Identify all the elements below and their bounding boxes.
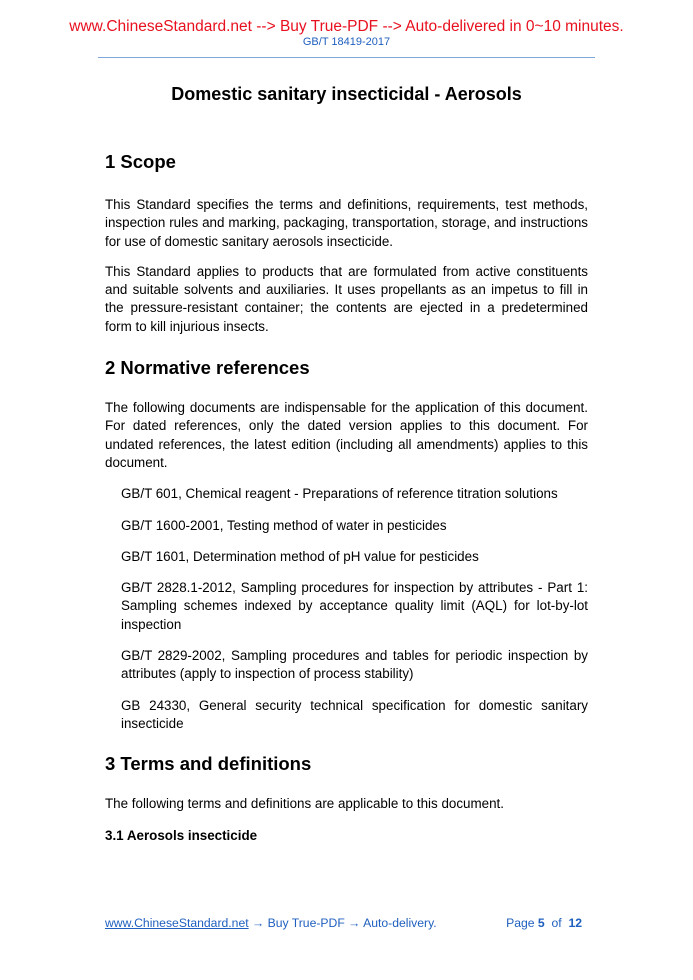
header-divider	[98, 57, 595, 58]
section-heading-scope: 1 Scope	[105, 151, 176, 172]
reference-item: GB/T 1600-2001, Testing method of water in pesticides	[121, 517, 447, 533]
reference-item: GB/T 2829-2002, Sampling procedures and tables for periodic inspection by attributes (apply to inspection of process stability)	[121, 648, 588, 682]
of-label: of	[551, 916, 562, 930]
document-title: Domestic sanitary insecticidal - Aerosols	[171, 84, 522, 104]
reference-item: GB/T 2828.1-2012, Sampling procedures for inspection by attributes - Part 1: Sampling schemes indexed by acceptance quality limit (AQL) for lot-by-lot inspection	[121, 580, 588, 632]
section-heading-terms-definitions: 3 Terms and definitions	[105, 753, 312, 775]
scope-paragraph-1: This Standard specifies the terms and definitions, requirements, test methods, inspection rules and marking, packaging, transportation, storage, and instructions for use of domestic sanitary aerosols insecticide.	[105, 197, 588, 249]
terms-intro: The following terms and definitions are applicable to this document.	[105, 796, 504, 812]
reference-item: GB 24330, General security technical specification for domestic sanitary insecticide	[121, 697, 588, 731]
current-page-number: 5	[537, 916, 545, 930]
footer-promo-text: → Buy True-PDF → Auto-delivery.	[248, 916, 437, 930]
total-pages-number: 12	[568, 916, 582, 930]
document-body	[105, 150, 588, 845]
page-label: Page	[506, 916, 535, 930]
subsection-heading-aerosols-insecticide: 3.1 Aerosols insecticide	[105, 827, 258, 843]
standard-code: GB/T 18419-2017	[302, 36, 391, 48]
reference-item: GB/T 1601, Determination method of pH value for pesticides	[121, 548, 479, 564]
scope-paragraph-2: This Standard applies to products that are formulated from active constituents and suitable solvents and auxiliaries. It uses propellants as an impetus to fill in the pressure-resistant container; the contents are ejected in a predetermined form to kill injurious insects.	[105, 263, 588, 334]
references-intro: The following documents are indispensable for the application of this document. For dated references, only the dated version applies to this document. For undated references, the latest edition (including all amendments) applies to this document.	[105, 400, 588, 470]
reference-item: GB/T 601, Chemical reagent - Preparations of reference titration solutions	[121, 486, 558, 502]
section-heading-normative-references: 2 Normative references	[105, 357, 310, 379]
promo-banner[interactable]: www.ChineseStandard.net --> Buy True-PDF --> Auto-delivered in 0~10 minutes.	[69, 18, 624, 35]
footer-promo	[105, 916, 437, 930]
footer-site-link[interactable]: www.ChineseStandard.net	[105, 916, 249, 930]
page-indicator	[506, 916, 582, 930]
